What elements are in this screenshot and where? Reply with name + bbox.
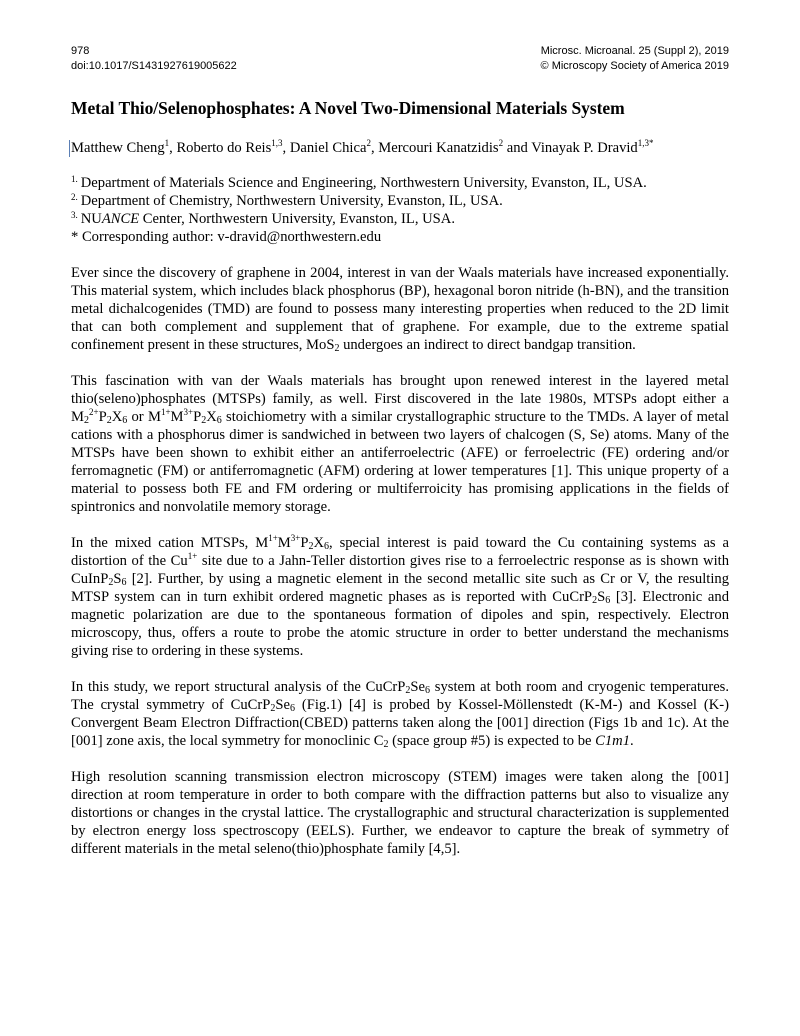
- journal-citation: Microsc. Microanal. 25 (Suppl 2), 2019: [540, 45, 729, 57]
- author-affil: 1: [164, 138, 170, 148]
- author-affil: 1,3: [271, 138, 283, 148]
- header-right: [541, 44, 729, 74]
- paragraph-3: In the mixed cation MTSPs, $M^{1+}M^{3+}P_2X_6$, special interest is paid toward the Cu containing systems as a distortion of the $Cu^{1+}$ site due to a Jahn-Teller distortion gives rise to a ferroelectric response as is shown with $CuInP_2S_6$ [2]. Further, by using a magnetic element in the second metallic site such as Cr or V, the resulting MTSP system can in turn exhibit ordered magnetic phases as is reported with $CuCrP_2S_6$ [3]. Electronic and magnetic polarization are due to the spontaneous formation of dipoles and spin, respectively. Electron microscopy, thus, offers a route to probe the atomic structure in order to better understand the mechanisms giving rise to ordering in these systems.: [71, 533, 730, 659]
- separator: ,: [282, 140, 290, 156]
- author-affil: 2: [366, 138, 371, 148]
- page-header: [71, 44, 729, 74]
- author-name: Daniel Chica: [289, 140, 367, 156]
- separator: and: [503, 140, 532, 156]
- author-name: Mercouri Kanatzidis: [378, 140, 499, 156]
- affiliation-text: Department of Chemistry, Northwestern University, Evanston, IL, USA.: [80, 193, 503, 209]
- affiliation-2: [71, 192, 729, 210]
- affiliation-3: [71, 210, 729, 228]
- affiliation-number: 2.: [71, 192, 78, 202]
- affiliation-1: [71, 174, 729, 192]
- author-name: Matthew Cheng: [71, 140, 165, 156]
- paragraph-4: In this study, we report structural analysis of the $CuCrP_2Se_6$ system at both room and cryogenic temperatures. The crystal symmetry of $CuCrP_2Se_6$ (Fig.1) [4] is probed by Kossel-Möllenstedt (K-M-) and Kossel (K-) Convergent Beam Electron Diffraction(CBED) patterns taken along the [001] direction (Figs 1b and 1c). At the [001] zone axis, the local symmetry for monoclinic $C_2$ (space group #5) is expected to be C1m1.: [71, 679, 729, 750]
- paragraph-1: Ever since the discovery of graphene in 2004, interest in van der Waals materials have increased exponentially. This material system, which includes black phosphorus (BP), hexagonal boron nitride (h-BN), and the transition metal dichalcogenides (TMD) are found to possess many interesting properties when reduced to the 2D limit that can both complement and supplement that of graphene. For example, due to the extreme spatial confinement present in these structures, MoS$_2$ undergoes an indirect to direct bandgap transition.: [71, 265, 729, 354]
- corresponding-author: * Corresponding author: v-dravid@northwestern.edu: [71, 229, 382, 245]
- separator: ,: [370, 140, 379, 156]
- copyright: © Microscopy Society of America 2019: [540, 60, 729, 72]
- affiliation-text: Center, Northwestern University, Evanston, IL, USA.: [139, 211, 455, 227]
- affiliation-text: NU: [80, 211, 102, 227]
- affiliation-number: 1.: [71, 174, 78, 184]
- header-left: [71, 44, 237, 74]
- affiliation-text-italic: ANCE: [101, 211, 140, 227]
- doi: doi:10.1017/S1431927619005622: [71, 60, 237, 72]
- author-affil: 2: [498, 138, 504, 148]
- author-name: Vinayak P. Dravid: [531, 140, 638, 156]
- affiliation-text: Department of Materials Science and Engineering, Northwestern University, Evanston, IL, USA.: [80, 175, 647, 191]
- author-affil: 1,3*: [637, 138, 654, 148]
- page-number: 978: [71, 45, 90, 57]
- separator: ,: [169, 140, 177, 156]
- paragraph-5: High resolution scanning transmission electron microscopy (STEM) images were taken along the [001] direction at room temperature in order to both compare with the diffraction patterns but also to visualize any distortions or changes in the crystal lattice. The crystallographic and structural characterization is supplemented by electron energy loss spectroscopy (EELS). Further, we endeavor to capture the break of symmetry of different materials in the metal seleno(thio)phosphate family [4,5].: [71, 769, 729, 857]
- text-cursor: [69, 140, 70, 157]
- author-name: Roberto do Reis: [176, 140, 272, 156]
- affiliation-number: 3.: [71, 210, 78, 220]
- paper-title: Metal Thio/Selenophosphates: A Novel Two-Dimensional Materials System: [71, 98, 625, 118]
- paragraph-2: This fascination with van der Waals materials has brought upon renewed interest in the layered metal thio(seleno)phosphates (MTSPs) family, as well. First discovered in the late 1980s, MTSPs adopt either a $M_2^{2+}P_2X_6$ or $M^{1+}M^{3+}P_2X_6$ stoichiometry with a similar crystallographic structure to the TMDs. A layer of metal cations with a phosphorus dimer is sandwiched in between two layers of chalcogen (S, Se) atoms. Many of the MTSPs have been shown to exhibit either an antiferroelectric (AFE) or ferroelectric (FE) ordering and/or ferromagnetic (FM) or antiferromagnetic (AFM) ordering at lower temperatures [1]. This unique property of a material to possess both FE and FM ordering or multiferroicity has promising applications in the fields of spintronics and nonvolatile memory storage.: [71, 373, 730, 515]
- affiliations: [71, 174, 729, 246]
- paper-page: [71, 44, 729, 873]
- author-list: [71, 139, 729, 157]
